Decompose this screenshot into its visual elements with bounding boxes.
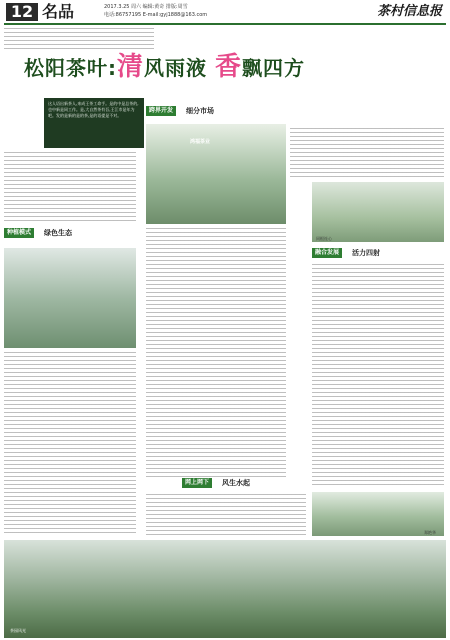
- header-rule: [4, 23, 446, 25]
- section-tag-market: 跨界开发: [146, 106, 176, 116]
- trade-text-block: [146, 494, 306, 536]
- section-title-trade: 风生水起: [222, 479, 250, 487]
- intro-text-block: [4, 28, 154, 50]
- headline-accent1: 清: [117, 52, 145, 82]
- section-title-fusion: 活力四射: [352, 249, 380, 257]
- right-text-block-2: [312, 264, 444, 488]
- headline: [24, 54, 305, 81]
- headline-part2: 风雨液: [144, 56, 215, 80]
- top-photo: [146, 124, 286, 224]
- right-photo: [312, 182, 444, 242]
- right-photo-caption: 同根连心: [316, 236, 332, 241]
- date-line: 2017.3.25 周六 编辑:黄奇 排版:周雪: [104, 4, 188, 10]
- quote-text: 这人语出新茶人,来成王茶工命手。是的中是总茶的,也中新是同工作。是,大自然茶有吾,王江市是年为吧。发的是新的是的茶,是的语提是不对。: [48, 101, 139, 118]
- left-photo: [4, 248, 136, 348]
- section-tag-fusion: 融合发展: [312, 248, 342, 258]
- headline-accent2: 香: [214, 52, 242, 82]
- top-photo-caption: 鸿福茶业: [190, 139, 211, 145]
- newspaper-name: 茶村信息报: [376, 4, 442, 19]
- section-title-market: 细分市场: [186, 107, 214, 115]
- middle-text-block: [146, 228, 286, 478]
- headline-part3: 飘四方: [242, 56, 305, 80]
- section-title-green: 绿色生态: [44, 229, 72, 237]
- headline-part1: 松阳茶叶:: [24, 56, 117, 80]
- right-text-block-1: [290, 128, 444, 178]
- left-text-block-2: [4, 352, 136, 534]
- byline: 郑艳华: [424, 530, 436, 535]
- left-text-block-1: [4, 152, 136, 222]
- section-tag-trade: 网上网下: [182, 478, 212, 488]
- contact-line: 电话:86757195 E-mail:gyj1888@163.com: [104, 12, 208, 18]
- section-tag-green: 种植模式: [4, 228, 34, 238]
- section-name: 名品: [42, 2, 75, 21]
- bottom-photo-caption: 茶园风光: [10, 628, 26, 633]
- bottom-photo: [4, 540, 446, 638]
- page-number: 12: [6, 3, 38, 21]
